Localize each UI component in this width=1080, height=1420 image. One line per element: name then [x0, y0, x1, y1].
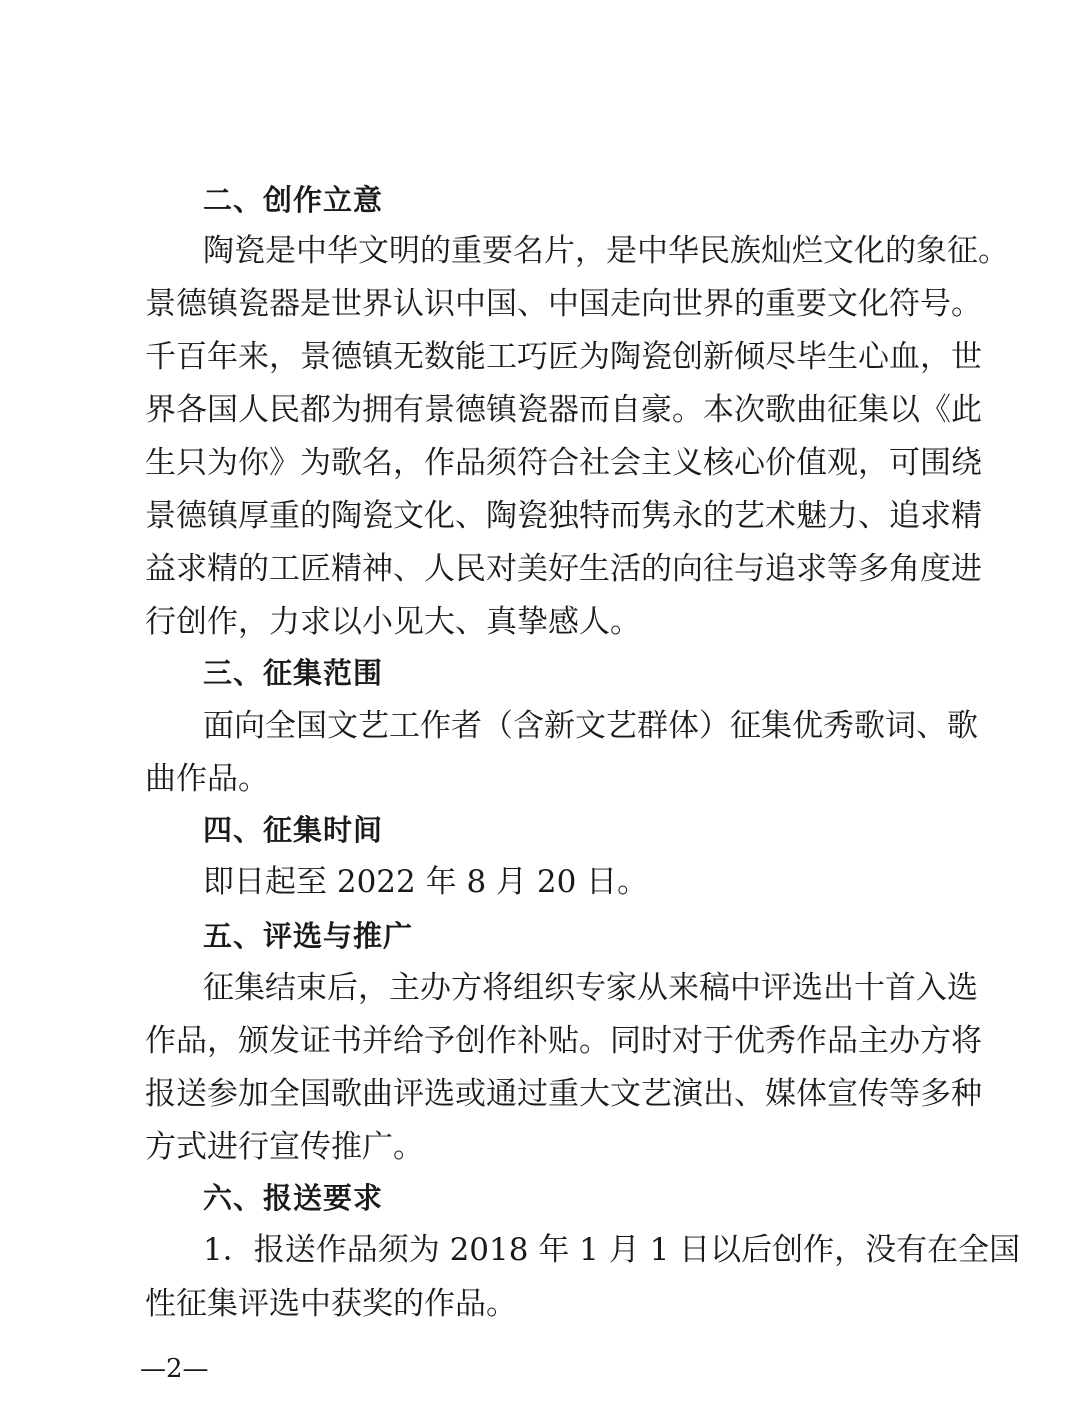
paragraph-line: 景德镇厚重的陶瓷文化、陶瓷独特而隽永的艺术魅力、追求精	[145, 498, 982, 534]
paragraph-line: 景德镇瓷器是世界认识中国、中国走向世界的重要文化符号。	[145, 286, 982, 322]
section-heading-selection-promotion: 五、评选与推广	[203, 919, 414, 953]
paragraph-line: 方式进行宣传推广。	[145, 1129, 424, 1165]
paragraph-line: 千百年来，景德镇无数能工巧匠为陶瓷创新倾尽毕生心血，世	[145, 339, 982, 375]
section-heading-creation-intent: 二、创作立意	[203, 183, 384, 217]
page-number: —2—	[140, 1354, 209, 1384]
paragraph-line: 报送参加全国歌曲评选或通过重大文艺演出、媒体宣传等多种	[145, 1076, 982, 1112]
section-heading-submission-requirements: 六、报送要求	[203, 1181, 384, 1215]
paragraph-line: 作品，颁发证书并给予创作补贴。同时对于优秀作品主办方将	[145, 1023, 982, 1059]
section-heading-collection-scope: 三、征集范围	[203, 656, 384, 690]
paragraph-line: 陶瓷是中华文明的重要名片，是中华民族灿烂文化的象征。	[203, 233, 1009, 269]
paragraph-line: 性征集评选中获奖的作品。	[145, 1286, 517, 1322]
paragraph-line: 界各国人民都为拥有景德镇瓷器而自豪。本次歌曲征集以《此	[145, 392, 982, 428]
paragraph-line: 益求精的工匠精神、人民对美好生活的向往与追求等多角度进	[145, 551, 982, 587]
paragraph-line: 征集结束后，主办方将组织专家从来稿中评选出十首入选	[203, 970, 978, 1006]
paragraph-line: 生只为你》为歌名，作品须符合社会主义核心价值观，可围绕	[145, 445, 982, 481]
paragraph-line: 行创作，力求以小见大、真挚感人。	[145, 604, 641, 640]
section-heading-collection-time: 四、征集时间	[203, 813, 384, 847]
paragraph-line: 1．报送作品须为 2018 年 1 月 1 日以后创作，没有在全国	[203, 1232, 1021, 1268]
paragraph-line: 面向全国文艺工作者（含新文艺群体）征集优秀歌词、歌	[203, 708, 978, 744]
paragraph-line: 即日起至 2022 年 8 月 20 日。	[203, 864, 649, 900]
paragraph-line: 曲作品。	[145, 761, 269, 797]
